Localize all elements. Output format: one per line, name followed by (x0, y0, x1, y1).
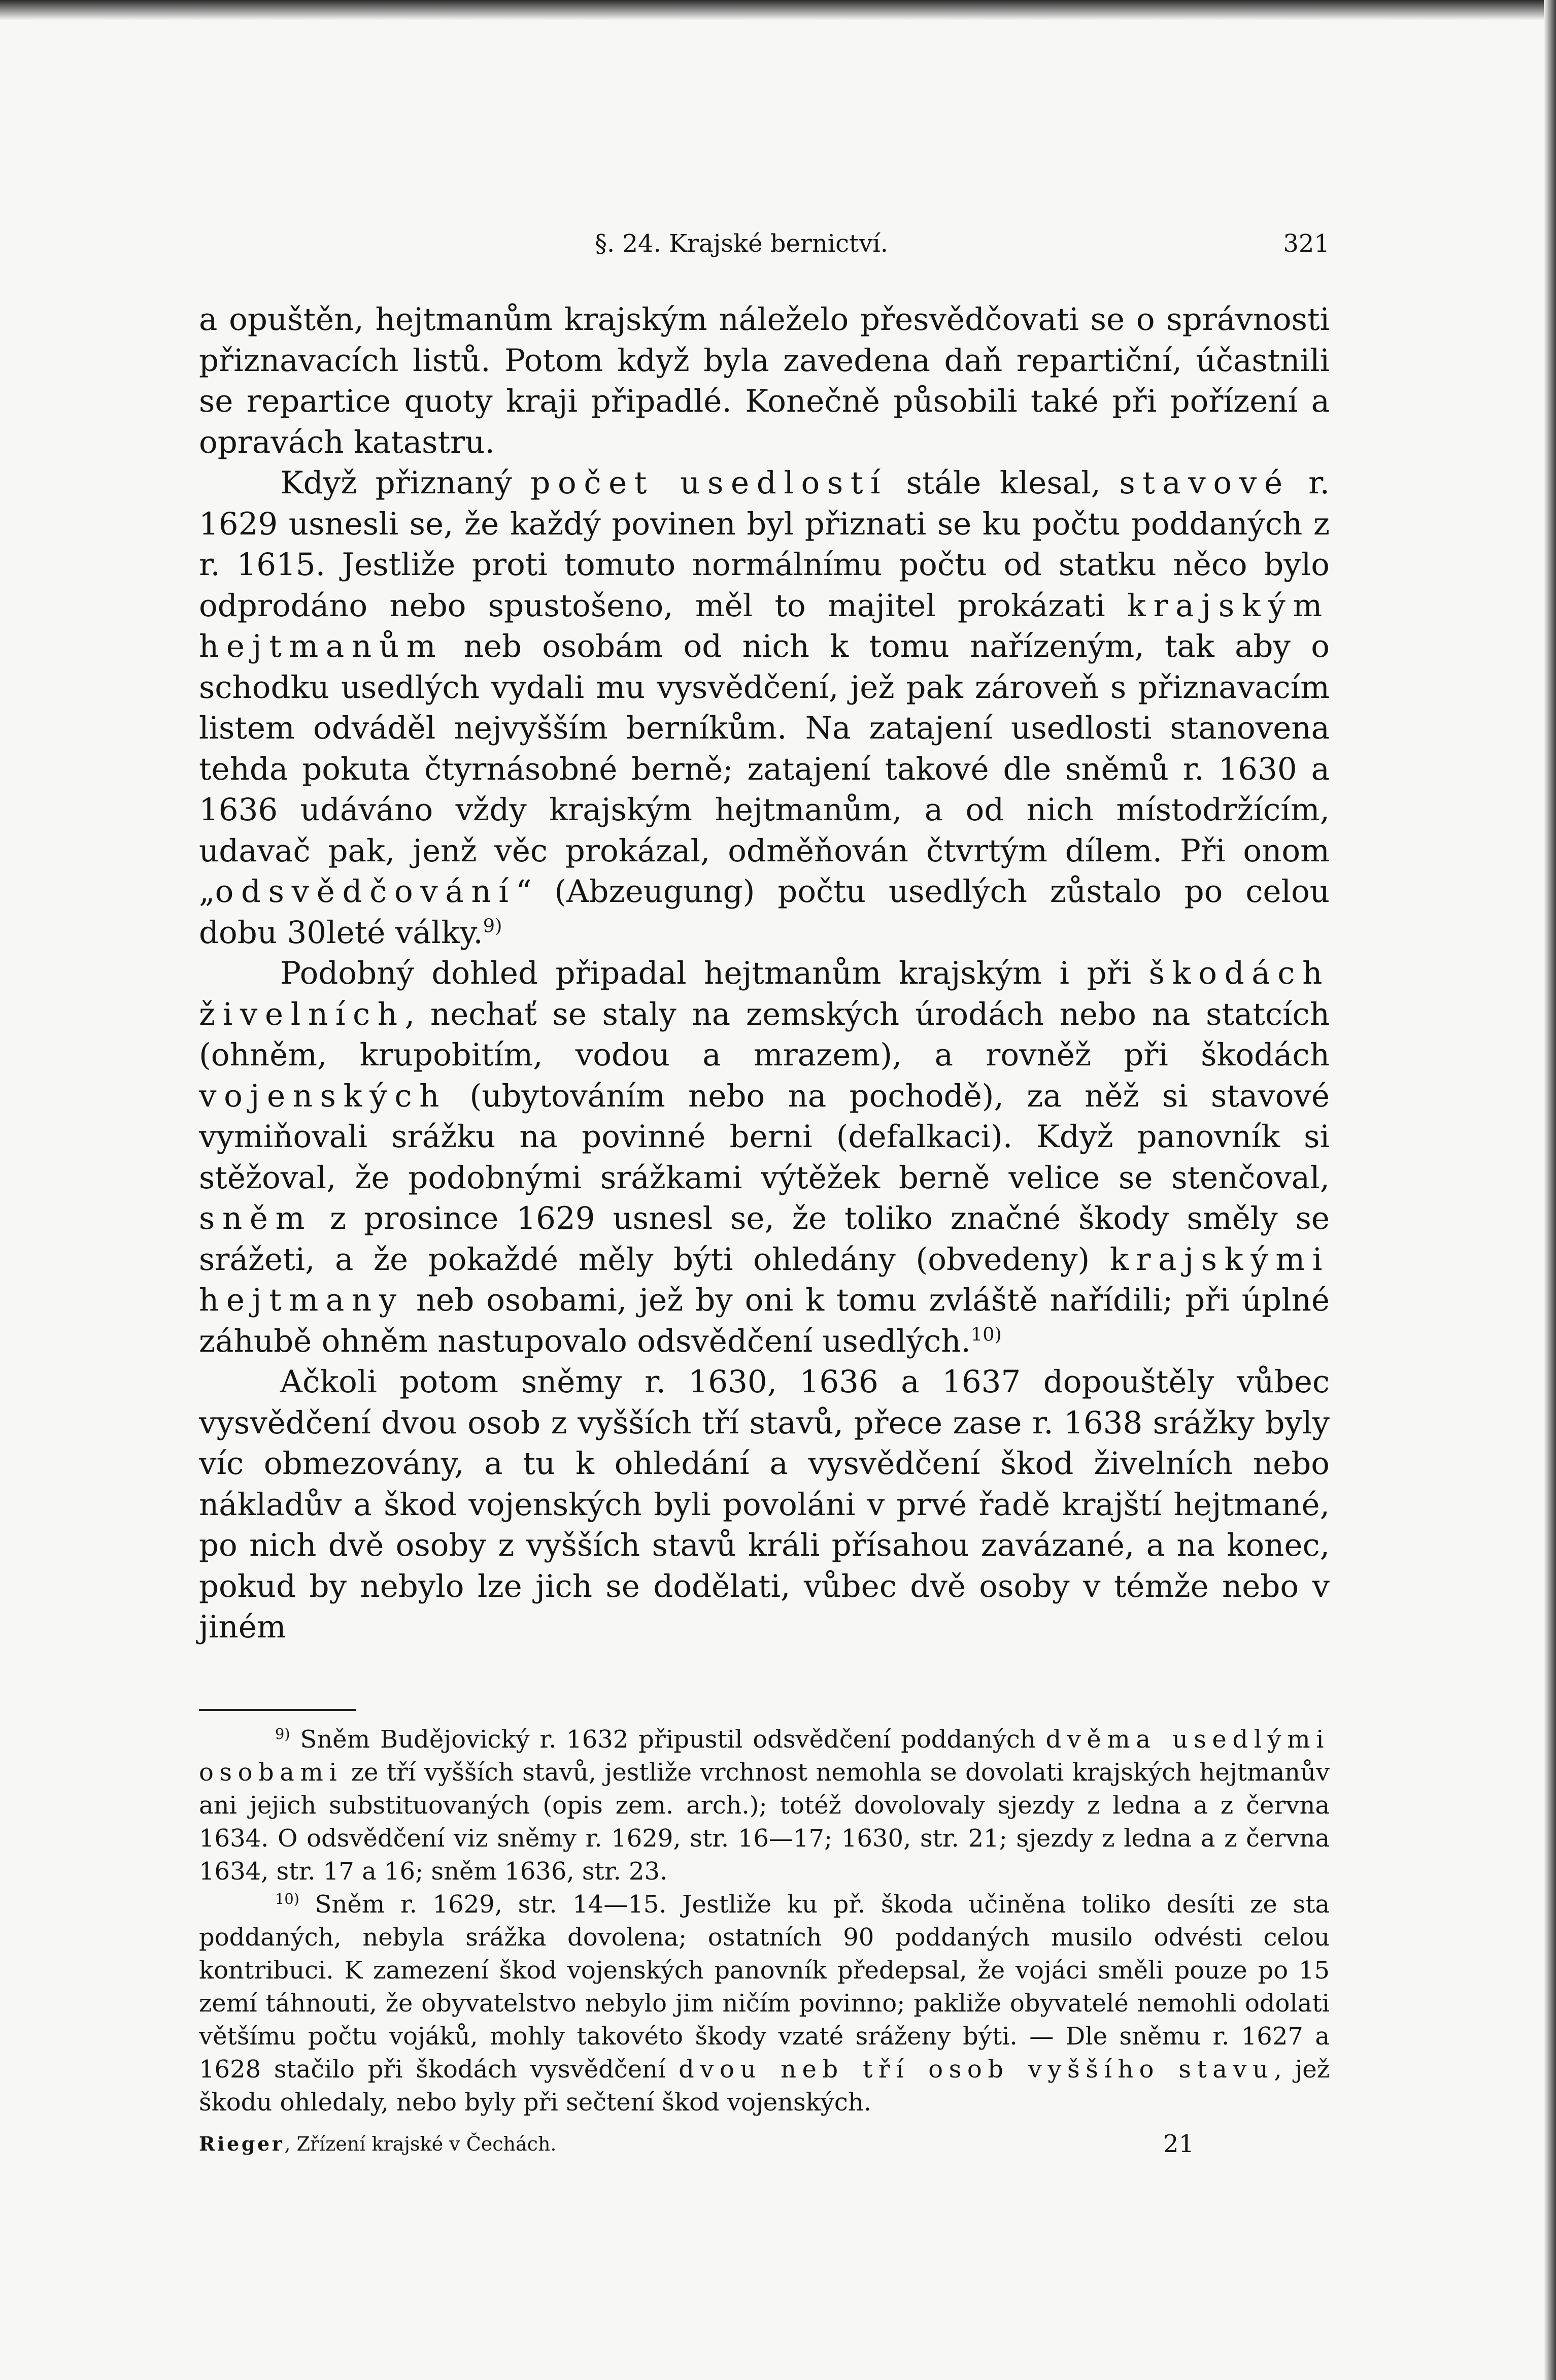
paragraph (199, 463, 1330, 953)
text-run: ze tří vyšších stavů, jestliže vrchnost nemohla se dovolati krajských hejtmanův ani jejich substituovaných (opis zem. arch.); totéž dovolovaly sjezdy z ledna a z června 1634. O odsvědčení viz sněmy r. 1629, str. 16—17; 1630, str. 21; sjezdy z ledna a z června 1634, str. 17 a 16; sněm 1636, str. 23. (199, 1758, 1330, 1886)
paragraph (199, 953, 1330, 1362)
footnote-rule (199, 1709, 356, 1711)
spaced-emphasis: dvou neb tří osob vyššího stavu (679, 2055, 1274, 2084)
scan-edge-top (0, 0, 1556, 20)
running-head-title: §. 24. Krajské bernictví. (595, 229, 889, 258)
spaced-emphasis: stavové (1119, 465, 1290, 501)
note-reference: 10) (275, 1890, 299, 1907)
text-run: a opuštěn, hejtmanům krajským náleželo přesvědčovati se o správnosti přiznavacích listů. Potom když byla zavedena daň repartiční, účastnili se repartice quoty kraji připadlé. Konečně působili také při pořízení a opravách katastru. (199, 301, 1330, 460)
text-run: “ (Abzeugung) počtu usedlých zůstalo po celou dobu 30leté války. (199, 874, 1330, 951)
text-run: r. 1629 usnesli se, že každý povinen byl přiznati se ku počtu poddaných z r. 1615. Jestliže proti tomuto normálnímu počtu od statku něco bylo odprodáno nebo spustošeno, měl to majitel prokázati (199, 465, 1330, 624)
spaced-emphasis: škodách živelních (199, 955, 1330, 1032)
spaced-emphasis: odsvědčování (215, 874, 516, 910)
sheet-number: 21 (1163, 2129, 1195, 2158)
page-foot (199, 2126, 1330, 2162)
note-reference: 10) (970, 1323, 1002, 1346)
footnote (199, 1723, 1330, 1888)
author-name: Rieger (199, 2132, 285, 2155)
paragraph (199, 299, 1330, 463)
page-number: 321 (1283, 229, 1330, 258)
spaced-emphasis: dvěma usedlými osobami (199, 1725, 1330, 1787)
text-run: Když přiznaný (280, 465, 531, 501)
text-run: neb osobami, jež by oni k tomu zvláště nařídili; při úplné záhubě ohněm nastupovalo odsvědčení usedlých. (199, 1282, 1330, 1359)
note-reference: 9) (483, 915, 502, 937)
work-title: , Zřízení krajské v Čechách. (284, 2132, 557, 2155)
text-run: Ačkoli potom sněmy r. 1630, 1636 a 1637 dopouštěly vůbec vysvědčení dvou osob z vyšších tří stavů, přece zase r. 1638 srážky byly víc obmezovány, a tu k ohledání a vysvědčení škod živelních nebo nákladův a škod vojenských byli povoláni v prvé řadě krajští hejtmané, po nich dvě osoby z vyšších stavů králi přísahou zavázané, a na konec, pokud by nebylo lze jich se dodělati, vůbec dvě osoby v témže nebo v jiném (199, 1364, 1330, 1645)
signature-line (199, 2126, 557, 2162)
note-reference: 9) (275, 1725, 290, 1742)
footnote (199, 1888, 1330, 2119)
running-head (199, 223, 1330, 264)
book-page (199, 223, 1330, 2162)
spaced-emphasis: počet usedlostí (530, 465, 888, 501)
paragraph (199, 1362, 1330, 1648)
scan-edge-right (1544, 0, 1556, 2380)
spaced-emphasis: vojenských (199, 1078, 447, 1114)
spaced-emphasis: sněm (199, 1200, 313, 1236)
footnotes (199, 1723, 1330, 2119)
spaced-emphasis: krajským hejtmanům (199, 587, 1330, 664)
text-run: z prosince 1629 usnesl se, že toliko značné škody směly se srážeti, a že pokaždé měly býti ohledány (obvedeny) (199, 1200, 1330, 1278)
text-run: , nechať se staly na zemských úrodách nebo na statcích (ohněm, krupobitím, vodou a mrazem), a rovněž při škodách (199, 996, 1330, 1073)
text-run: Sněm Budějovický r. 1632 připustil odsvědčení poddaných (290, 1725, 1046, 1754)
spaced-emphasis: krajskými hejtmany (199, 1241, 1330, 1318)
text-run: neb osobám od nich k tomu nařízeným, tak aby o schodku usedlých vydali mu vysvědčení, jež pak zároveň s přiznavacím listem odváděl nejvyšším berníkům. Na zatajení usedlosti stanovena tehda pokuta čtyrnásobné berně; zatajení takové dle sněmů r. 1630 a 1636 udáváno vždy krajským hejtmanům, a od nich místodržícím, udavač pak, jenž věc prokázal, odměňován čtvrtým dílem. Při onom „ (199, 628, 1330, 910)
text-run: Sněm r. 1629, str. 14—15. Jestliže ku př. škoda učiněna toliko desíti ze sta poddaných, nebyla srážka dovolena; ostatních 90 poddaných musilo odvésti celou kontribuci. K zamezení škod vojenských panovník předepsal, že vojáci směli pouze po 15 zemí táhnouti, že obyvatelstvo nebylo jim ničím povinno; pakliže obyvatelé nemohli odolati většímu počtu vojáků, mohly takovéto škody vzaté sráženy býti. — Dle sněmu r. 1627 a 1628 stačilo při škodách vysvědčení (199, 1890, 1330, 2084)
text-run: , jež škodu ohledaly, nebo byly při sečtení škod vojenských. (199, 2055, 1330, 2117)
text-run: stále klesal, (888, 465, 1120, 501)
body-text (199, 299, 1330, 1648)
text-run: Podobný dohled připadal hejtmanům krajským i při (280, 955, 1149, 991)
text-run: (ubytováním nebo na pochodě), za něž si stavové vymiňovali srážku na povinné berni (defalkaci). Když panovník si stěžoval, že podobnými srážkami výtěžek berně velice se stenčoval, (199, 1078, 1330, 1196)
